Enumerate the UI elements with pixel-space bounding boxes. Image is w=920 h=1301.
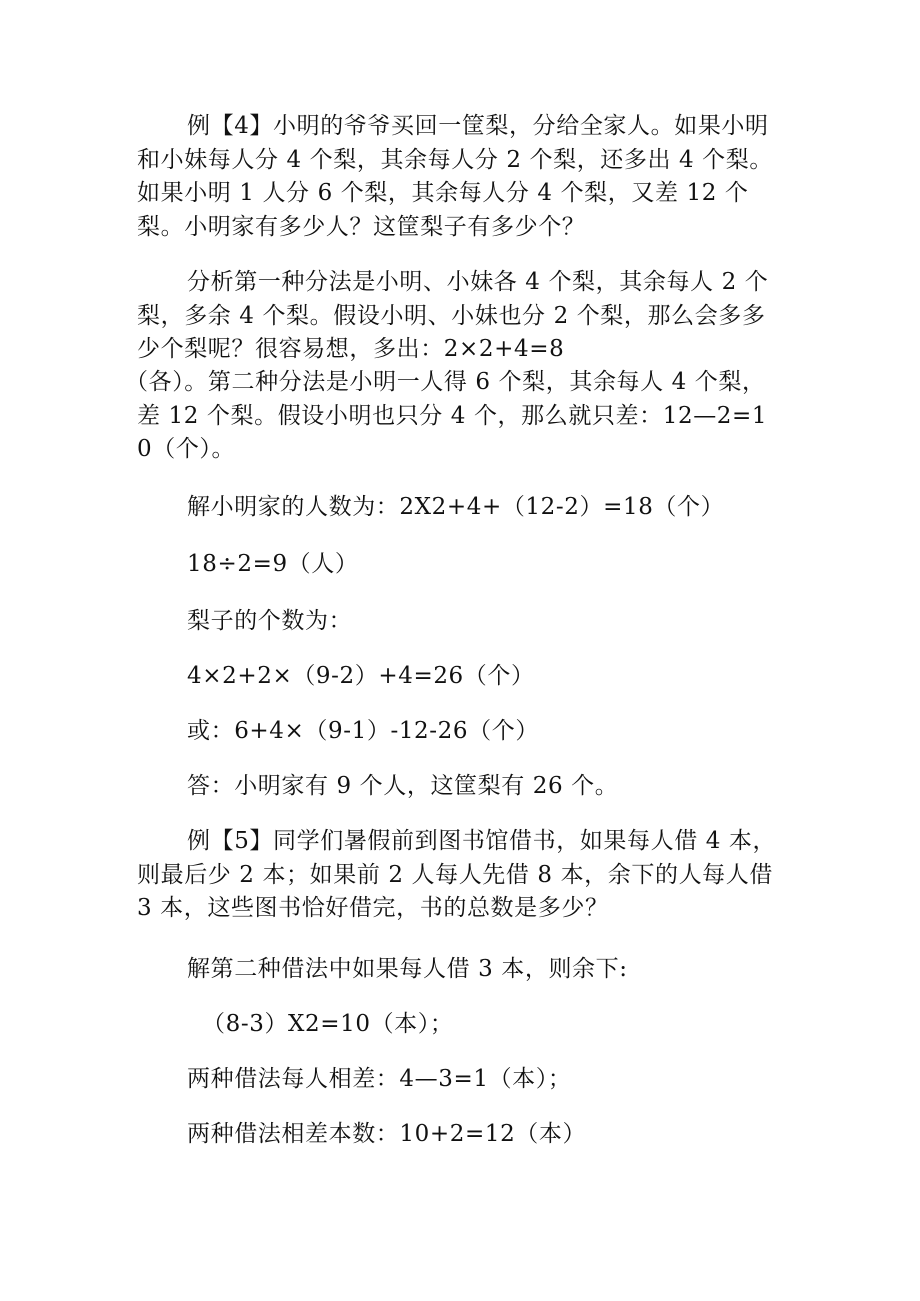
example-4-analysis-continued: （各）。第二种分法是小明一人得 6 个梨，其余每人 4 个梨，差 12 个梨。假设小明也只分 4 个，那么就只差：12—2=10（个）。 bbox=[125, 369, 768, 462]
example-4-solution-people: 解小明家的人数为：2X2+4+（12-2）=18（个） bbox=[187, 494, 725, 520]
example-4-answer: 答：小明家有 9 个人，这筐梨有 26 个。 bbox=[187, 773, 619, 799]
example-5-solution-intro: 解第二种借法中如果每人借 3 本，则余下: bbox=[187, 956, 628, 982]
example-5-remaining-formula: （8-3）X2=10（本）； bbox=[202, 1011, 454, 1037]
example-4-problem: 例【4】小明的爷爷买回一筐梨，分给全家人。如果小明和小妹每人分 4 个梨，其余每人分 2 个梨，还多出 4 个梨。如果小明 1 人分 6 个梨，其余每人分 4 个梨，又差 12 个梨。小明家有多少人？这筐梨子有多少个？ bbox=[137, 113, 773, 240]
example-5-problem: 例【5】同学们暑假前到图书馆借书，如果每人借 4 本，则最后少 2 本；如果前 2 人每人先借 8 本，余下的人每人借 3 本，这些图书恰好借完，书的总数是多少？ bbox=[137, 828, 777, 921]
example-4-pear-count-formula: 4×2+2×（9-2）+4=26（个） bbox=[187, 663, 535, 689]
example-4-people-division: 18÷2=9（人） bbox=[187, 551, 359, 577]
example-5-difference-per-person: 两种借法每人相差：4—3=1（本）； bbox=[187, 1066, 572, 1092]
example-4-pear-count-label: 梨子的个数为： bbox=[187, 608, 353, 634]
example-4-alternate-formula: 或：6+4×（9-1）-12-26（个） bbox=[187, 718, 539, 744]
example-4-analysis: 分析第一种分法是小明、小妹各 4 个梨，其余每人 2 个梨，多余 4 个梨。假设小明、小妹也分 2 个梨，那么会多多少个梨呢？很容易想，多出：2×2+4=8 bbox=[137, 269, 769, 362]
example-5-total-difference: 两种借法相差本数：10+2=12（本） bbox=[187, 1121, 587, 1147]
